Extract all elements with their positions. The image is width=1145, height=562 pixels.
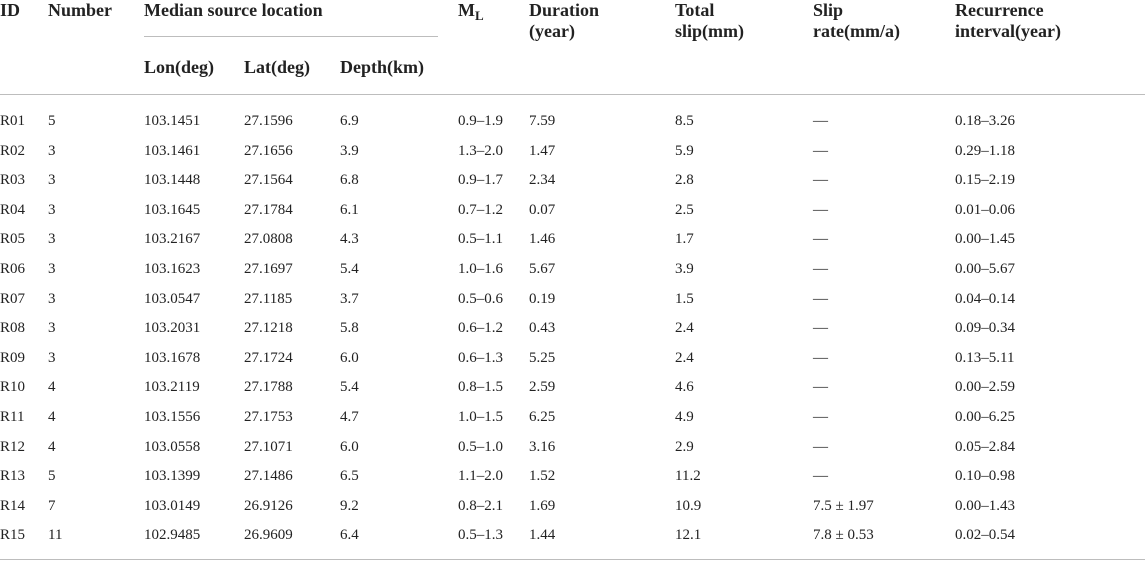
cell-depth: 6.5 (340, 468, 359, 485)
header-total-slip-line1: Total (675, 0, 715, 20)
cell-slip-rate: — (813, 260, 828, 277)
cell-total-slip: 2.8 (675, 172, 694, 189)
table-row (0, 521, 1145, 551)
cell-recurrence: 0.00–1.45 (955, 231, 1015, 248)
header-bottom-rule (0, 94, 1145, 95)
header-duration-line1: Duration (529, 0, 600, 20)
cell-lon: 103.2119 (144, 379, 200, 396)
table-row (0, 433, 1145, 463)
header-lon: Lon(deg) (144, 57, 215, 77)
cell-id: R03 (0, 172, 26, 189)
header-ml (458, 0, 484, 26)
cell-duration: 3.16 (529, 438, 556, 455)
cell-depth: 6.0 (340, 349, 359, 366)
cell-duration: 1.52 (529, 468, 556, 485)
cell-number: 3 (48, 349, 56, 366)
cell-total-slip: 10.9 (675, 497, 702, 514)
cell-ml: 1.0–1.5 (458, 408, 503, 425)
cell-depth: 4.3 (340, 231, 359, 248)
cell-recurrence: 0.00–2.59 (955, 379, 1015, 396)
header-slip-rate (813, 0, 900, 42)
cell-lon: 103.1461 (144, 142, 201, 159)
cell-recurrence: 0.05–2.84 (955, 438, 1015, 455)
cell-lon: 103.2167 (144, 231, 201, 248)
header-id: ID (0, 0, 21, 20)
cell-ml: 0.6–1.2 (458, 320, 503, 337)
cell-number: 4 (48, 438, 56, 455)
cell-depth: 6.1 (340, 201, 359, 218)
header-recurrence-line2: interval(year) (955, 21, 1061, 41)
cell-id: R05 (0, 231, 26, 248)
cell-depth: 5.8 (340, 320, 359, 337)
cell-ml: 0.9–1.9 (458, 113, 503, 129)
cell-slip-rate: — (813, 172, 828, 189)
cell-number: 3 (48, 320, 56, 337)
cell-depth: 9.2 (340, 497, 359, 514)
cell-duration: 0.19 (529, 290, 556, 307)
cell-recurrence: 0.02–0.54 (955, 527, 1015, 544)
cell-depth: 6.8 (340, 172, 359, 189)
cell-number: 3 (48, 231, 56, 248)
table-row (0, 344, 1145, 374)
cell-depth: 3.9 (340, 142, 359, 159)
cell-slip-rate: — (813, 349, 828, 366)
cell-id: R07 (0, 290, 26, 307)
cell-total-slip: 3.9 (675, 260, 694, 277)
cell-ml: 0.8–2.1 (458, 497, 503, 514)
cell-duration: 1.46 (529, 231, 556, 248)
cell-depth: 6.4 (340, 527, 359, 544)
cell-id: R15 (0, 527, 26, 544)
cell-lon: 103.2031 (144, 320, 201, 337)
table-row (0, 225, 1145, 255)
header-total-slip (675, 0, 744, 42)
cell-depth: 5.4 (340, 260, 359, 277)
cell-ml: 1.3–2.0 (458, 142, 503, 159)
cell-number: 7 (48, 497, 56, 514)
cell-lon: 102.9485 (144, 527, 201, 544)
cell-id: R09 (0, 349, 26, 366)
cell-number: 4 (48, 379, 56, 396)
cell-recurrence: 0.00–6.25 (955, 408, 1015, 425)
cell-number: 4 (48, 408, 56, 425)
cell-lat: 26.9126 (244, 497, 293, 514)
cell-number: 11 (48, 527, 63, 544)
cell-duration: 1.44 (529, 527, 556, 544)
cell-ml: 1.1–2.0 (458, 468, 503, 485)
cell-lat: 27.0808 (244, 231, 293, 248)
cell-lat: 27.1724 (244, 349, 293, 366)
cell-depth: 6.9 (340, 113, 359, 129)
cell-lat: 27.1753 (244, 408, 293, 425)
cell-duration: 2.59 (529, 379, 556, 396)
cell-lon: 103.1623 (144, 260, 201, 277)
table-row (0, 196, 1145, 226)
table-row (0, 492, 1145, 522)
cell-id: R12 (0, 438, 26, 455)
cell-depth: 6.0 (340, 438, 359, 455)
cell-slip-rate: — (813, 468, 828, 485)
cell-lat: 26.9609 (244, 527, 293, 544)
header-recurrence (955, 0, 1061, 42)
cell-slip-rate: — (813, 320, 828, 337)
cell-lat: 27.1185 (244, 290, 293, 307)
cell-total-slip: 1.5 (675, 290, 694, 307)
cell-lon: 103.0149 (144, 497, 201, 514)
cell-duration: 6.25 (529, 408, 556, 425)
cell-depth: 3.7 (340, 290, 359, 307)
cell-slip-rate: — (813, 379, 828, 396)
cell-id: R02 (0, 142, 26, 159)
cell-slip-rate: — (813, 231, 828, 248)
cell-depth: 4.7 (340, 408, 359, 425)
cell-number: 5 (48, 113, 56, 129)
cell-recurrence: 0.13–5.11 (955, 349, 1015, 366)
cell-recurrence: 0.09–0.34 (955, 320, 1015, 337)
cell-total-slip: 2.5 (675, 201, 694, 218)
cell-ml: 0.9–1.7 (458, 172, 503, 189)
header-duration-line2: (year) (529, 21, 575, 41)
cell-lon: 103.1645 (144, 201, 201, 218)
cell-lat: 27.1596 (244, 113, 293, 129)
cell-depth: 5.4 (340, 379, 359, 396)
cell-ml: 0.8–1.5 (458, 379, 503, 396)
table-row (0, 462, 1145, 492)
cell-slip-rate: — (813, 201, 828, 218)
cell-ml: 0.5–1.1 (458, 231, 503, 248)
cell-lon: 103.1451 (144, 113, 201, 129)
cell-duration: 0.07 (529, 201, 556, 218)
cell-total-slip: 11.2 (675, 468, 701, 485)
cell-total-slip: 1.7 (675, 231, 694, 248)
cell-total-slip: 2.9 (675, 438, 694, 455)
table-row (0, 255, 1145, 285)
table-row (0, 285, 1145, 315)
header-ml-sub: L (475, 8, 484, 23)
cell-lat: 27.1656 (244, 142, 293, 159)
cell-lon: 103.1448 (144, 172, 201, 189)
cell-lat: 27.1564 (244, 172, 293, 189)
cell-lat: 27.1071 (244, 438, 293, 455)
cell-id: R04 (0, 201, 26, 218)
header-slip-rate-line1: Slip (813, 0, 844, 20)
header-number: Number (48, 0, 112, 20)
header-depth: Depth(km) (340, 57, 424, 77)
cell-slip-rate: — (813, 113, 828, 129)
cell-recurrence: 0.01–0.06 (955, 201, 1015, 218)
cell-recurrence: 0.29–1.18 (955, 142, 1015, 159)
cell-recurrence: 0.10–0.98 (955, 468, 1015, 485)
header-group-rule (144, 36, 438, 37)
cell-slip-rate: — (813, 290, 828, 307)
cell-duration: 1.47 (529, 142, 556, 159)
cell-slip-rate: — (813, 408, 828, 425)
cell-lon: 103.1556 (144, 408, 201, 425)
header-lat: Lat(deg) (244, 57, 310, 77)
header-slip-rate-line2: rate(mm/a) (813, 21, 900, 41)
cell-number: 3 (48, 172, 56, 189)
cell-total-slip: 2.4 (675, 320, 694, 337)
header-total-slip-line2: slip(mm) (675, 21, 744, 41)
cell-duration: 2.34 (529, 172, 556, 189)
cell-slip-rate: — (813, 142, 828, 159)
cell-total-slip: 12.1 (675, 527, 702, 544)
cell-id: R14 (0, 497, 26, 514)
cell-ml: 0.6–1.3 (458, 349, 503, 366)
cell-lon: 103.1399 (144, 468, 201, 485)
cell-recurrence: 0.18–3.26 (955, 113, 1015, 129)
header-duration (529, 0, 599, 42)
header-recurrence-line1: Recurrence (955, 0, 1044, 20)
cell-number: 5 (48, 468, 56, 485)
cell-id: R06 (0, 260, 26, 277)
cell-recurrence: 0.00–5.67 (955, 260, 1015, 277)
cell-lon: 103.0547 (144, 290, 201, 307)
table-row (0, 373, 1145, 403)
data-table (0, 107, 1145, 551)
header-median-source-location: Median source location (144, 0, 323, 20)
table-row (0, 403, 1145, 433)
header-ml-main: M (458, 0, 475, 20)
cell-total-slip: 5.9 (675, 142, 694, 159)
cell-recurrence: 0.00–1.43 (955, 497, 1015, 514)
cell-id: R08 (0, 320, 26, 337)
cell-lat: 27.1784 (244, 201, 293, 218)
cell-number: 3 (48, 142, 56, 159)
table-row (0, 137, 1145, 167)
cell-total-slip: 4.9 (675, 408, 694, 425)
cell-slip-rate: 7.5 ± 1.97 (813, 497, 874, 514)
cell-recurrence: 0.04–0.14 (955, 290, 1015, 307)
cell-slip-rate: 7.8 ± 0.53 (813, 527, 874, 544)
cell-ml: 0.5–1.3 (458, 527, 503, 544)
table-row (0, 107, 1145, 137)
cell-duration: 0.43 (529, 320, 556, 337)
cell-total-slip: 4.6 (675, 379, 694, 396)
cell-lat: 27.1218 (244, 320, 293, 337)
cell-ml: 0.5–1.0 (458, 438, 503, 455)
cell-id: R11 (0, 408, 25, 425)
cell-number: 3 (48, 201, 56, 218)
cell-ml: 0.7–1.2 (458, 201, 503, 218)
cell-total-slip: 2.4 (675, 349, 694, 366)
cell-lon: 103.1678 (144, 349, 201, 366)
cell-duration: 5.25 (529, 349, 556, 366)
table-body (0, 107, 1145, 551)
cell-lat: 27.1697 (244, 260, 293, 277)
table-bottom-rule (0, 559, 1145, 560)
cell-ml: 0.5–0.6 (458, 290, 503, 307)
cell-duration: 1.69 (529, 497, 556, 514)
cell-number: 3 (48, 290, 56, 307)
cell-number: 3 (48, 260, 56, 277)
cell-id: R10 (0, 379, 26, 396)
table-row (0, 314, 1145, 344)
cell-lon: 103.0558 (144, 438, 201, 455)
cell-total-slip: 8.5 (675, 113, 694, 129)
cell-duration: 5.67 (529, 260, 556, 277)
cell-id: R01 (0, 113, 26, 129)
cell-lat: 27.1788 (244, 379, 293, 396)
cell-slip-rate: — (813, 438, 828, 455)
cell-duration: 7.59 (529, 113, 556, 129)
cell-id: R13 (0, 468, 26, 485)
cell-recurrence: 0.15–2.19 (955, 172, 1015, 189)
cell-ml: 1.0–1.6 (458, 260, 503, 277)
table-row (0, 166, 1145, 196)
cell-lat: 27.1486 (244, 468, 293, 485)
